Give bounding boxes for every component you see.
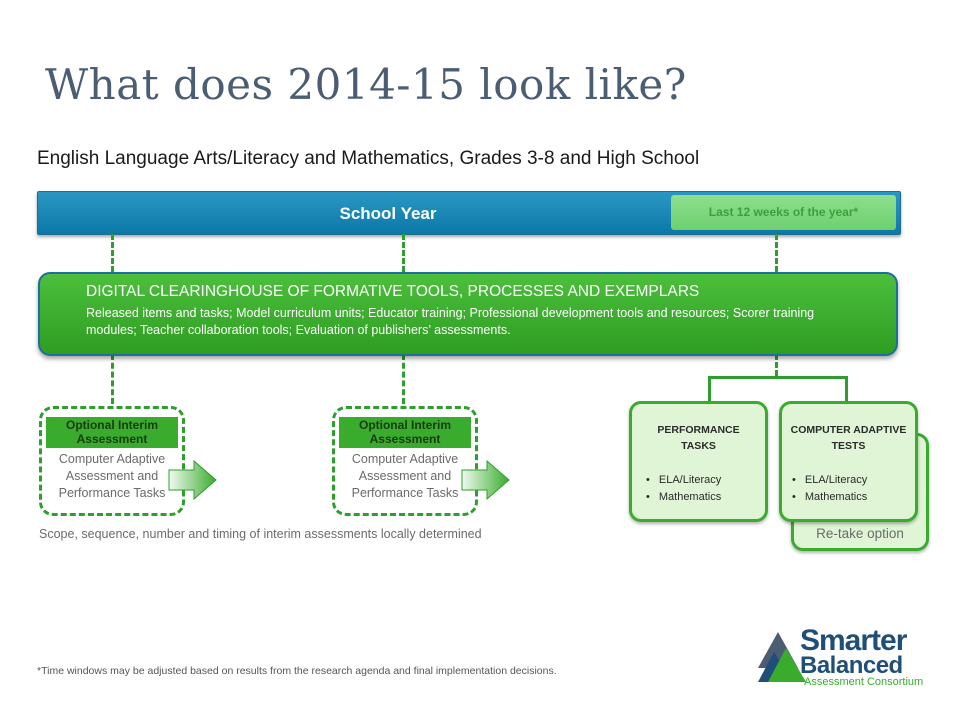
interim-scope-note: Scope, sequence, number and timing of interim assessments locally determined	[39, 527, 482, 541]
computer-adaptive-tests-card	[779, 401, 918, 522]
list-item: • Mathematics	[792, 489, 867, 506]
computer-adaptive-list	[792, 472, 867, 506]
logo-wordmark-line2: Balanced	[800, 652, 903, 679]
interim-assessment-card	[39, 406, 185, 516]
clearinghouse-heading: DIGITAL CLEARINGHOUSE OF FORMATIVE TOOLS, PROCESSES AND EXEMPLARS	[86, 283, 700, 300]
connector-right-upper	[775, 234, 778, 272]
list-item: • Mathematics	[646, 489, 721, 506]
connector-middle-lower	[402, 354, 405, 404]
list-item: • ELA/Literacy	[646, 472, 721, 489]
connector-right-lower	[775, 354, 778, 376]
school-year-label: School Year	[339, 204, 437, 223]
connector-middle-upper	[402, 234, 405, 272]
clearinghouse-box	[38, 272, 898, 356]
right-arrow-icon	[168, 460, 218, 500]
performance-tasks-list	[646, 472, 721, 506]
performance-tasks-heading: PERFORMANCE TASKS	[657, 424, 740, 452]
list-item: • ELA/Literacy	[792, 472, 867, 489]
right-arrow-icon	[461, 460, 511, 500]
retake-label: Re-take option	[816, 526, 904, 541]
performance-tasks-card	[629, 401, 768, 522]
interim-heading: Optional Interim Assessment	[46, 417, 178, 448]
computer-adaptive-heading: COMPUTER ADAPTIVE TESTS	[790, 424, 907, 452]
page-subtitle: English Language Arts/Literacy and Mathematics, Grades 3-8 and High School	[37, 148, 700, 169]
interim-heading: Optional Interim Assessment	[339, 417, 471, 448]
interim-body: Computer Adaptive Assessment and Performance Tasks	[351, 452, 459, 500]
logo-wordmark-line1: Smarter	[800, 624, 907, 657]
clearinghouse-text: Released items and tasks; Model curriculum units; Educator training; Professional development tools and resources; Scorer training modules; Teacher collaboration tools; Evaluation of publishers’ assessments.	[86, 306, 815, 337]
logo-wordmark-line3: Assessment Consortium	[804, 676, 924, 688]
connector-left-lower	[111, 354, 114, 404]
interim-assessment-card	[332, 406, 478, 516]
interim-body: Computer Adaptive Assessment and Performance Tasks	[58, 452, 166, 500]
connector-left-upper	[111, 234, 114, 272]
last-12-weeks-segment: Last 12 weeks of the year*	[671, 195, 896, 230]
footnote: *Time windows may be adjusted based on results from the research agenda and final implementation decisions.	[37, 665, 557, 677]
page-title: What does 2014-15 look like?	[45, 60, 687, 109]
smarter-balanced-logo-icon	[758, 630, 806, 682]
